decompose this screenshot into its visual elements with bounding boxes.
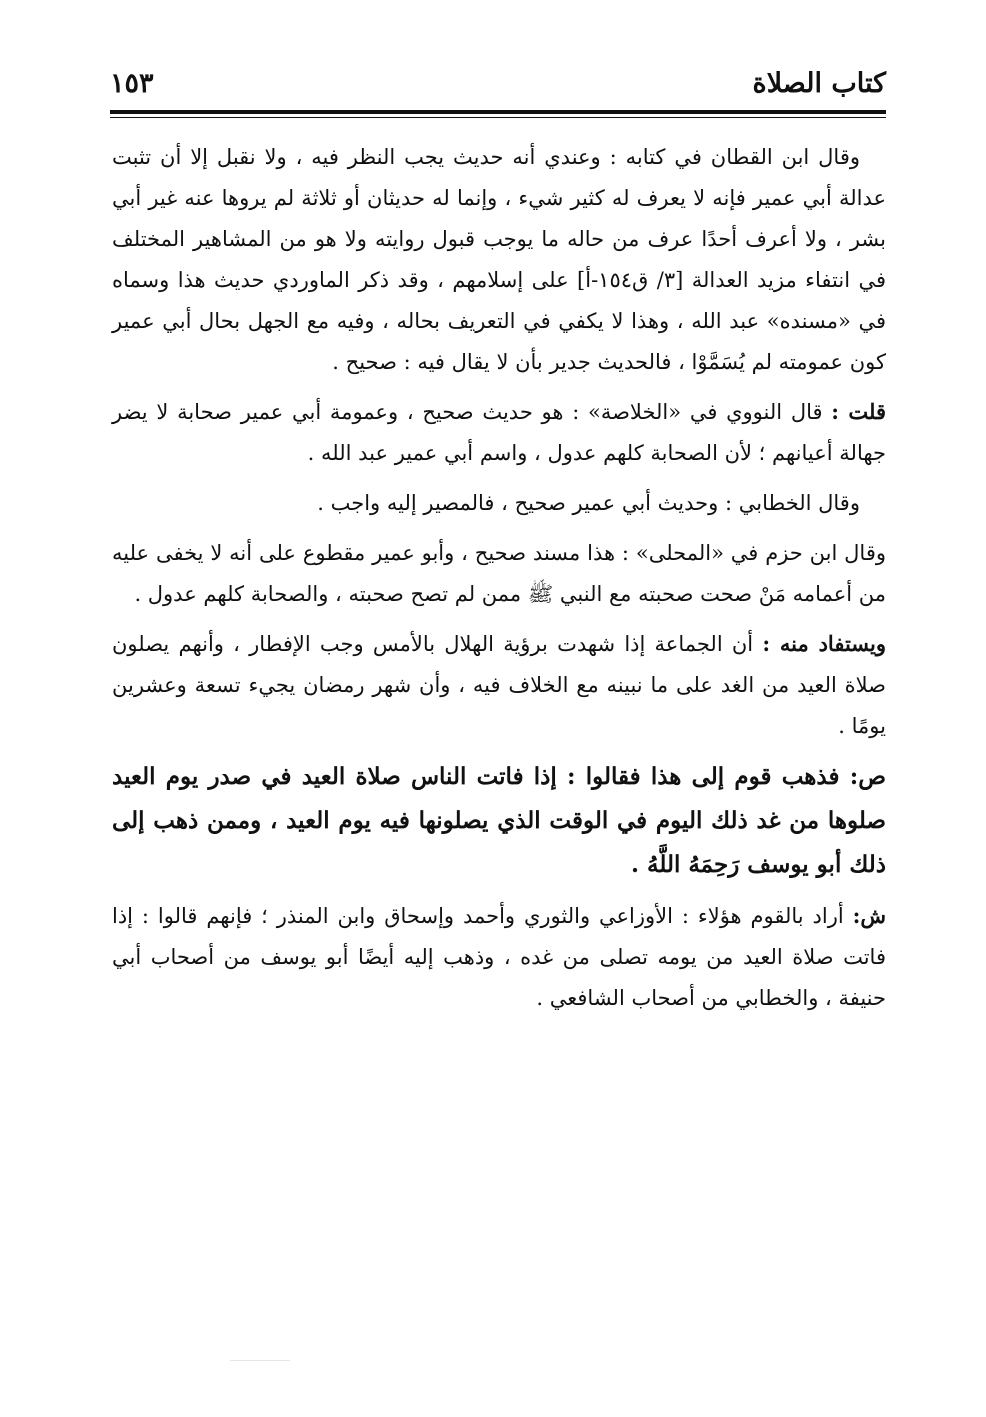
scan-mark [230,1360,290,1361]
paragraph-lead: قلت : [831,399,886,424]
chapter-title: كتاب الصلاة [752,68,886,99]
sharh-text: أراد بالقوم هؤلاء : الأوزاعي والثوري وأحمد وإسحاق وابن المنذر ؛ فإنهم قالوا : إذا فاتت صلاة العيد من يومه تصلى من غده ، وذهب إليه أيضًا أبو يوسف من أصحاب أبي حنيفة ، والخطابي من أصحاب الشافعي . [112,904,886,1010]
page-number: ١٥٣ [110,68,154,99]
paragraph-lead: ويستفاد منه : [762,631,886,656]
header-rule-thin [110,117,886,118]
paragraph-ibn-qattan [112,136,886,383]
paragraph-qultu [112,391,886,474]
matn-paragraph [112,755,886,887]
paragraph-yustafad [112,623,886,747]
paragraph-text: وقال ابن حزم في «المحلى» : هذا مسند صحيح ، وأبو عمير مقطوع على أنه لا يخفى عليه من أعمامه مَنْ صحت صحبته مع النبي ﷺ ممن لم تصح صحبته ، والصحابة كلهم عدول . [112,541,886,606]
paragraph-text: أن الجماعة إذا شهدت برؤية الهلال بالأمس وجب الإفطار ، وأنهم يصلون صلاة العيد من الغد على ما نبينه مع الخلاف فيه ، وأن شهر رمضان يجيء تسعة وعشرين يومًا . [112,632,886,738]
paragraph-text: وقال الخطابي : وحديث أبي عمير صحيح ، فالمصير إليه واجب . [317,491,860,515]
page-body [112,136,886,1027]
paragraph-text: قال النووي في «الخلاصة» : هو حديث صحيح ، وعمومة أبي عمير صحابة لا يضر جهالة أعيانهم ؛ لأن الصحابة كلهم عدول ، واسم أبي عمير عبد الله . [112,400,886,465]
sharh-lead: ش: [852,903,886,928]
paragraph-ibn-hazm [112,532,886,615]
matn-text: فذهب قوم إلى هذا فقالوا : إذا فاتت الناس صلاة العيد في صدر يوم العيد صلوها من غد ذلك اليوم في الوقت الذي يصلونها فيه يوم العيد ، وممن ذهب إلى ذلك أبو يوسف رَحِمَهُ اللَّهُ . [112,763,886,878]
paragraph-text: وقال ابن القطان في كتابه : وعندي أنه حديث يجب النظر فيه ، ولا نقبل إلا أن تثبت عدالة أبي عمير فإنه لا يعرف له كثير شيء ، وإنما له حديثان أو ثلاثة لم يروها عنه غير أبي بشر ، ولا أعرف أحدًا عرف من حاله ما يوجب قبول روايته ولا هو من المشاهير المختلف في انتفاء مزيد العدالة [٣/ ق١٥٤-أ] على إسلامهم ، وقد ذكر الماوردي حديث هذا وسماه في «مسنده» عبد الله ، وهذا لا يكفي في التعريف بحاله ، وفيه مع الجهل بحال أبي عمير كون عمومته لم يُسَمَّوْا ، فالحديث جدير بأن لا يقال فيه : صحيح . [112,145,886,374]
sharh-paragraph [112,895,886,1019]
page-header [110,64,886,104]
header-rule-thick [110,110,886,114]
paragraph-khattabi [112,482,886,524]
matn-lead: ص: [849,763,886,790]
